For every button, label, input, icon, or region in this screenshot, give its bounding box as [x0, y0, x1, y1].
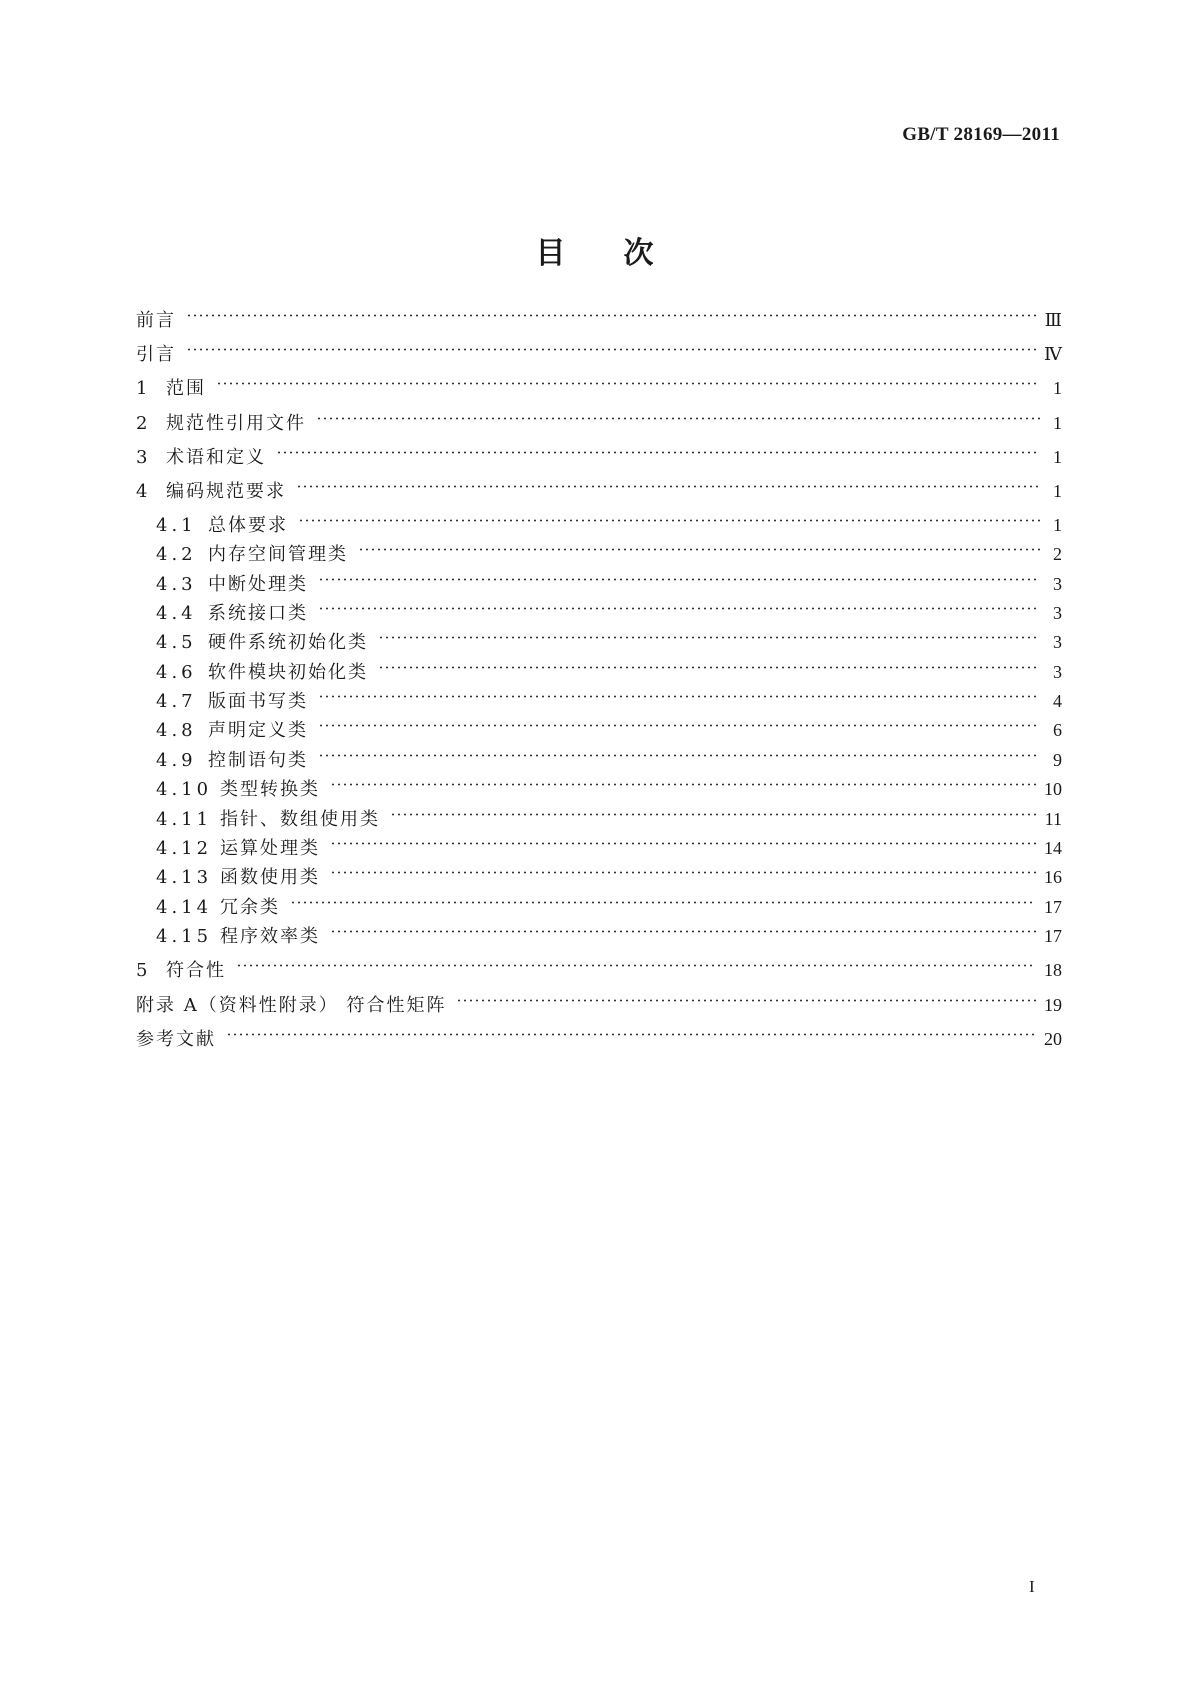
toc-title: 程序效率类	[220, 926, 320, 947]
toc-leader	[186, 348, 1036, 351]
toc-leader	[316, 417, 1040, 420]
toc-leader	[216, 382, 1040, 385]
toc-title: 附录 A（资料性附录） 符合性矩阵	[136, 995, 447, 1016]
page-title	[0, 228, 1191, 272]
toc-entry-4-5[interactable]	[156, 628, 1062, 656]
toc-entry-4-15[interactable]	[156, 922, 1062, 950]
toc-page: 3	[1053, 662, 1062, 682]
toc-leader	[330, 842, 1036, 845]
toc-leader	[290, 901, 1036, 904]
toc-title: 前言	[136, 310, 176, 331]
toc-title: 内存空间管理类	[208, 544, 348, 565]
toc-entry-introduction[interactable]	[136, 340, 1062, 368]
toc-page: 1	[1053, 378, 1062, 398]
toc-number: 4.5	[156, 632, 197, 653]
toc-number: 5	[136, 960, 152, 981]
toc-page: 4	[1053, 691, 1062, 711]
toc-entry-4-11[interactable]	[156, 805, 1062, 833]
toc-entry-4-2[interactable]	[156, 540, 1062, 568]
toc-leader	[226, 1033, 1036, 1036]
toc-page: 19	[1044, 995, 1062, 1015]
toc-number: 1	[136, 378, 152, 399]
toc-entry-4-14[interactable]	[156, 893, 1062, 921]
page-title-part1: 目	[535, 236, 568, 271]
toc-number: 4.10	[156, 779, 213, 800]
toc-entry-2[interactable]	[136, 409, 1062, 437]
toc-entry-appendix-a[interactable]	[136, 991, 1062, 1019]
toc-title: 规范性引用文件	[166, 413, 306, 434]
toc-title: 版面书写类	[208, 691, 308, 712]
toc-entry-4-1[interactable]	[156, 511, 1062, 539]
page-number: I	[1029, 1577, 1035, 1596]
toc-leader	[330, 871, 1036, 874]
toc-leader	[318, 578, 1040, 581]
toc-page: 1	[1053, 481, 1062, 501]
toc-number: 4.2	[156, 544, 197, 565]
toc-entry-4-13[interactable]	[156, 863, 1062, 891]
toc-entry-4[interactable]	[136, 477, 1062, 505]
toc-leader	[186, 314, 1037, 317]
toc-number: 4	[136, 481, 152, 502]
toc-leader	[296, 485, 1040, 488]
toc-leader	[276, 451, 1040, 454]
toc-page: 1	[1053, 413, 1062, 433]
toc-title: 函数使用类	[220, 867, 320, 888]
toc-page: Ⅳ	[1044, 344, 1062, 364]
toc-number: 4.4	[156, 603, 197, 624]
page-title-part2: 次	[623, 236, 656, 271]
toc-page: 9	[1053, 750, 1062, 770]
toc-title: 硬件系统初始化类	[208, 632, 368, 653]
toc-leader	[318, 607, 1040, 610]
toc-leader	[456, 999, 1036, 1002]
toc-page: 18	[1044, 960, 1062, 980]
toc-entry-3[interactable]	[136, 443, 1062, 471]
toc-title: 参考文献	[136, 1029, 216, 1050]
toc-entry-4-7[interactable]	[156, 687, 1062, 715]
toc-entry-1[interactable]	[136, 374, 1062, 402]
toc-number: 4.11	[156, 809, 213, 830]
toc-page: 3	[1053, 603, 1062, 623]
toc-title: 术语和定义	[166, 447, 266, 468]
toc-entry-5[interactable]	[136, 956, 1062, 984]
toc-page: 11	[1044, 809, 1062, 829]
toc-page: 1	[1053, 515, 1062, 535]
toc-page: Ⅲ	[1044, 310, 1062, 330]
toc-title: 冗余类	[220, 897, 280, 918]
toc-page: 14	[1044, 838, 1062, 858]
toc-number: 4.9	[156, 750, 197, 771]
toc-number: 4.8	[156, 720, 197, 741]
toc-title: 软件模块初始化类	[208, 662, 368, 683]
toc-page: 6	[1053, 720, 1062, 740]
toc-entry-4-3[interactable]	[156, 570, 1062, 598]
toc-leader	[330, 930, 1036, 933]
toc-page: 1	[1053, 447, 1062, 467]
toc-leader	[390, 813, 1037, 816]
toc-page: 3	[1053, 574, 1062, 594]
standard-code: GB/T 28169—2011	[902, 124, 1060, 145]
toc-number: 4.14	[156, 897, 213, 918]
toc-entry-4-10[interactable]	[156, 775, 1062, 803]
toc-number: 4.6	[156, 662, 197, 683]
toc-title: 指针、数组使用类	[220, 809, 380, 830]
toc-leader	[318, 695, 1040, 698]
toc-number: 4.15	[156, 926, 213, 947]
toc-page: 10	[1044, 779, 1062, 799]
toc-leader	[318, 724, 1040, 727]
toc-title: 编码规范要求	[166, 481, 286, 502]
toc-entry-foreword[interactable]	[136, 306, 1062, 334]
toc-number: 4.3	[156, 574, 197, 595]
toc-leader	[236, 964, 1036, 967]
toc-entry-references[interactable]	[136, 1025, 1062, 1053]
toc-title: 运算处理类	[220, 838, 320, 859]
toc-title: 范围	[166, 378, 206, 399]
toc-title: 引言	[136, 344, 176, 365]
toc-number: 2	[136, 413, 152, 434]
toc-number: 4.12	[156, 838, 213, 859]
toc-page: 17	[1044, 926, 1062, 946]
toc-title: 类型转换类	[220, 779, 320, 800]
toc-title: 控制语句类	[208, 750, 308, 771]
toc-entry-4-12[interactable]	[156, 834, 1062, 862]
toc-page: 3	[1053, 632, 1062, 652]
toc-leader	[330, 783, 1036, 786]
toc-title: 系统接口类	[208, 603, 308, 624]
toc-title: 中断处理类	[208, 574, 308, 595]
toc-page: 20	[1044, 1029, 1062, 1049]
toc-leader	[358, 548, 1040, 551]
toc-title: 声明定义类	[208, 720, 308, 741]
toc-leader	[378, 666, 1040, 669]
toc-entry-4-6[interactable]	[156, 658, 1062, 686]
toc-page: 16	[1044, 867, 1062, 887]
toc-title: 符合性	[166, 960, 226, 981]
toc-page: 17	[1044, 897, 1062, 917]
toc-entry-4-4[interactable]	[156, 599, 1062, 627]
toc-leader	[378, 636, 1040, 639]
toc-number: 4.13	[156, 867, 213, 888]
toc-leader	[318, 754, 1040, 757]
toc-entry-4-9[interactable]	[156, 746, 1062, 774]
toc-entry-4-8[interactable]	[156, 716, 1062, 744]
toc-page: 2	[1053, 544, 1062, 564]
toc-number: 4.1	[156, 515, 197, 536]
toc-leader	[298, 519, 1040, 522]
toc-number: 4.7	[156, 691, 197, 712]
toc-title: 总体要求	[208, 515, 288, 536]
toc-number: 3	[136, 447, 152, 468]
